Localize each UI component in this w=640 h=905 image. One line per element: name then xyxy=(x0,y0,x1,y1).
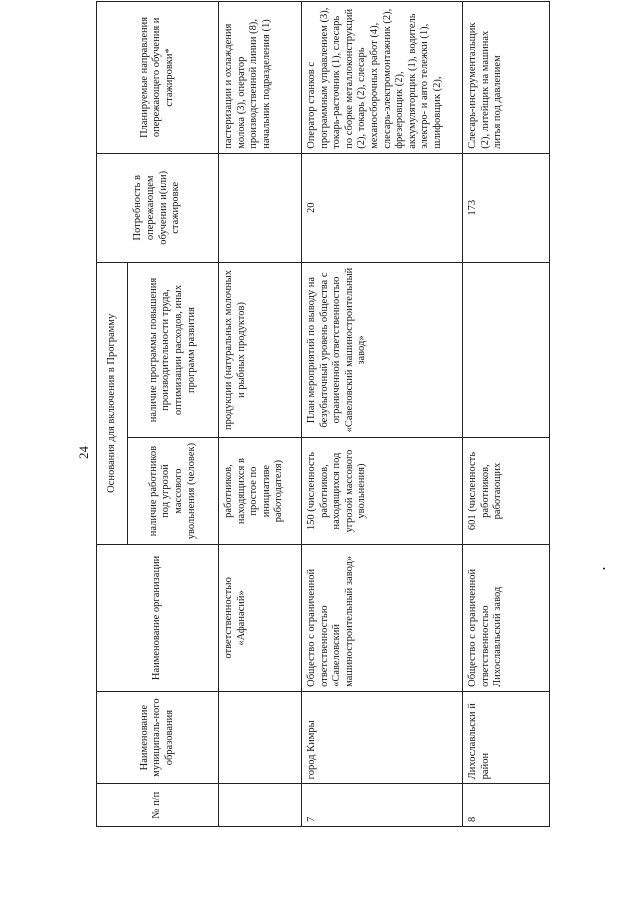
cell-municipality: Лихославльски й район xyxy=(463,691,550,783)
cell-municipality: город Кимры xyxy=(302,691,463,783)
header-municipality: Наименование муниципаль-ного образования xyxy=(97,691,219,783)
header-grounds: Основания для включения в Программу xyxy=(97,262,128,544)
header-directions: Планируемые направления опережающего обучения и стажировки* xyxy=(97,2,219,154)
cell-workers: работников, находящихся в простое по инициативе работодателя) xyxy=(219,438,302,545)
program-table xyxy=(96,1,550,827)
cell-need: 20 xyxy=(302,153,463,262)
header-grounds-program: наличие программы повышения производительности труда, оптимизации расходов, иных программ развития xyxy=(128,262,219,437)
header-organization: Наименование организации xyxy=(97,544,219,691)
cell-num xyxy=(219,784,302,827)
cell-num: 7 xyxy=(302,784,463,827)
cell-num: 8 xyxy=(463,784,550,827)
cell-directions: Оператор станков с программным управлением (3), токарь-расточник (1), слесарь по сборке металлоконструкций (2), токарь (2), слесарь механосборочных работ (4), слесарь-электромонтажник (2), фрезеровщик (2), аккумуляторщик (1), водитель электро- и авто тележки (1), шлифовщик (2), xyxy=(302,2,463,154)
cell-need xyxy=(219,153,302,262)
cell-workers: 601 (численность работников, работающих xyxy=(463,438,550,545)
cell-need: 173 xyxy=(463,153,550,262)
table-row xyxy=(302,2,463,827)
header-grounds-workers: наличие работников под угрозой массового увольнения (человек) xyxy=(128,438,219,545)
table-row xyxy=(219,2,302,827)
cell-program xyxy=(463,262,550,437)
cell-workers: 150 (численность работников, находящихся под угрозой массового увольнения) xyxy=(302,438,463,545)
cell-directions: пастеризации и охлаждения молока (3), оператор производственной линии (8), начальник подразделения (1) xyxy=(219,2,302,154)
cell-program: План мероприятий по выводу на безубыточный уровень общества с ограниченной ответственностью «Савеловский машиностроительный завод» xyxy=(302,262,463,437)
cell-municipality xyxy=(219,691,302,783)
header-need: Потребность в опережающем обучении и(или) стажировке xyxy=(97,153,219,262)
cell-organization: Общество с ограниченной ответственностью «Савеловский машиностроительный завод» xyxy=(302,544,463,691)
cell-organization: ответственностью «Афанасий» xyxy=(219,544,302,691)
cell-program: продукции (натуральных молочных и рыбных продуктов) xyxy=(219,262,302,437)
header-num: № п/п xyxy=(97,784,219,827)
table-row xyxy=(463,2,550,827)
page-number: 24 xyxy=(76,446,91,459)
cell-directions: Слесарь-инструментальщик (2), литейщик на машинах литья под давлением xyxy=(463,2,550,154)
stray-mark: • xyxy=(600,567,609,570)
cell-organization: Общество с ограниченной ответственностью Лихославльский завод xyxy=(463,544,550,691)
